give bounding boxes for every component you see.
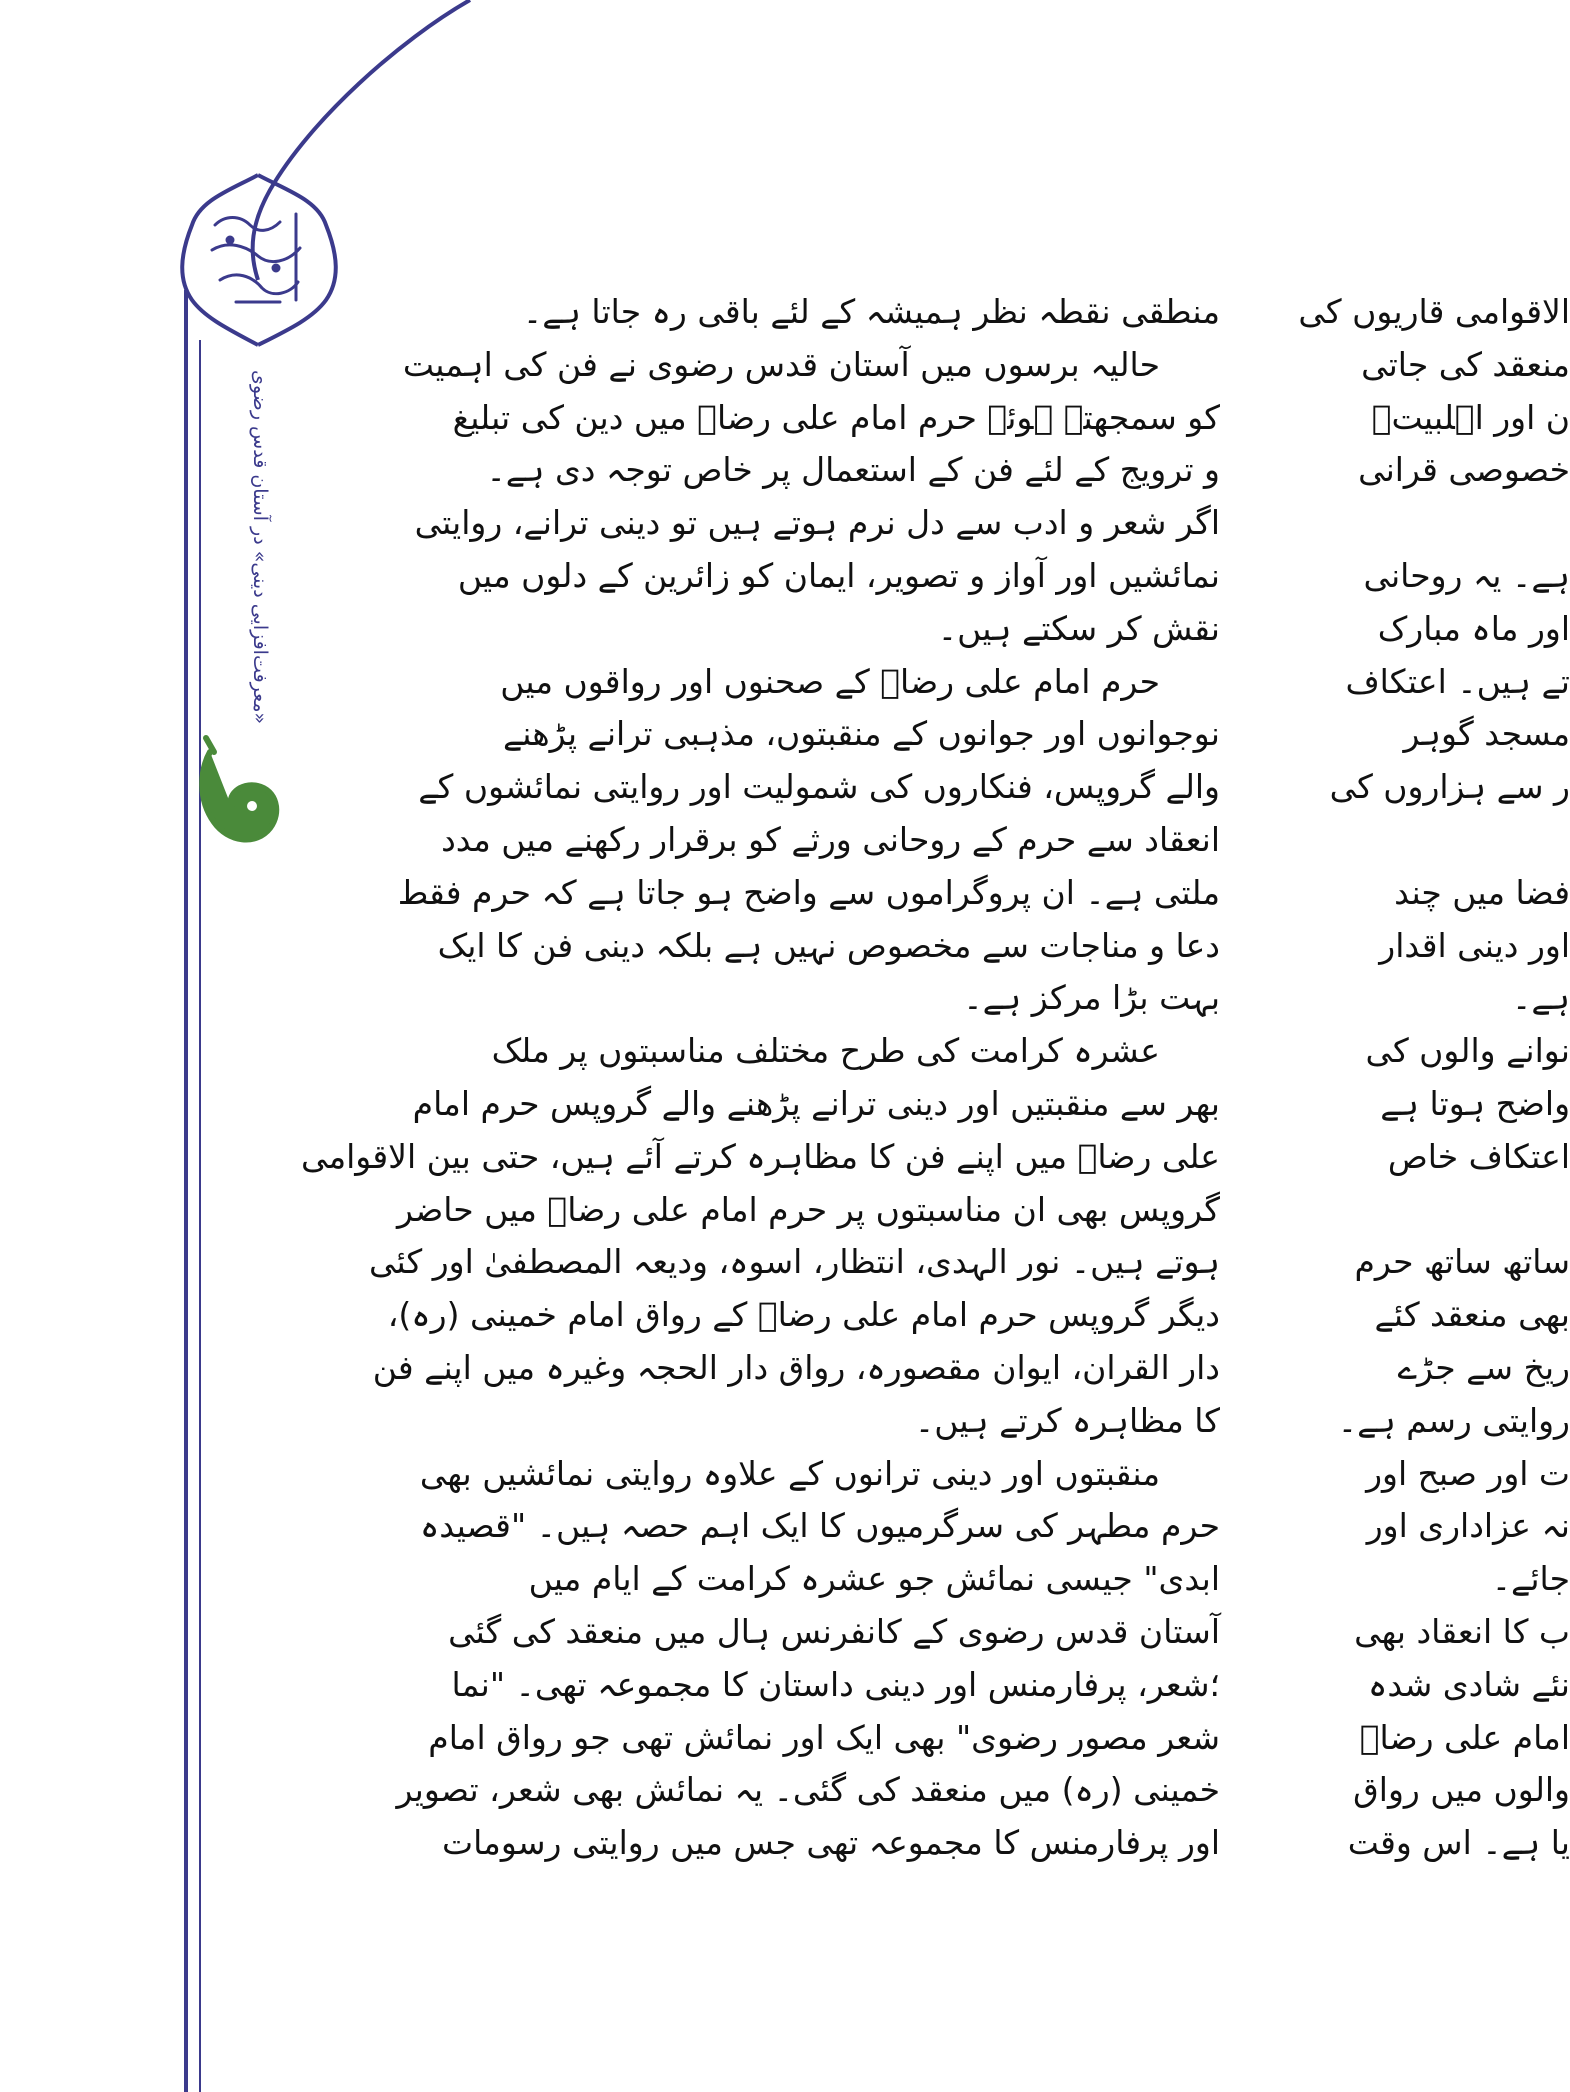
- text-line: واضح ہوتا ہے: [1380, 1083, 1570, 1123]
- arch-curve: [253, 0, 470, 280]
- text-line: آستان قدس رضوی کے کانفرنس ہال میں منعقد کی گئی: [448, 1611, 1220, 1651]
- sidebar-caption-text: «معرفت‌افزایی دینی» در آستان قدس رضوی: [249, 370, 271, 725]
- text-line: فضا میں چند: [1394, 872, 1570, 912]
- text-line: روایتی رسم ہے۔: [1337, 1400, 1570, 1440]
- text-line: حرم امام علی رضاؑ کے صحنوں اور رواقوں میں: [500, 661, 1160, 701]
- text-line: منعقد کی جاتی: [1361, 344, 1570, 384]
- text-line: دار القران، ایوان مقصورہ، رواق دار الحجہ وغیرہ میں اپنے فن: [372, 1347, 1220, 1387]
- text-line: بہت بڑا مرکز ہے۔: [963, 978, 1220, 1018]
- text-line: مسجد گوہر: [1403, 714, 1570, 754]
- text-line: تے ہیں۔ اعتکاف: [1345, 661, 1570, 701]
- text-line: [1270, 497, 1570, 550]
- text-line: نہ عزاداری اور: [1366, 1506, 1570, 1546]
- text-line: نمائشیں اور آواز و تصویر، ایمان کو زائرین کے دلوں میں: [457, 555, 1220, 595]
- text-line: گروپس بھی ان مناسبتوں پر حرم امام علی رضاؑ میں حاضر: [397, 1189, 1220, 1229]
- text-line: ہوتے ہیں۔ نور الہدی، انتظار، اسوہ، ودیعہ المصطفیٰ اور کئی: [369, 1242, 1220, 1282]
- text-line: انعقاد سے حرم کے روحانی ورثے کو برقرار رکھنے میں مدد: [441, 819, 1220, 859]
- text-line: اور پرفارمنس کا مجموعہ تھی جس میں روایتی رسومات: [442, 1823, 1220, 1863]
- text-line: علی رضاؑ میں اپنے فن کا مظاہرہ کرتے آئے ہیں، حتی بین الاقوامی: [300, 1136, 1220, 1176]
- sidebar-caption: [245, 370, 275, 770]
- text-line: منقبتوں اور دینی ترانوں کے علاوہ روایتی نمائشیں بھی: [419, 1453, 1160, 1493]
- text-line: ب کا انعقاد بھی: [1354, 1611, 1570, 1651]
- text-line: جائے۔: [1491, 1559, 1570, 1599]
- text-line: ہے۔ یہ روحانی: [1363, 555, 1570, 595]
- text-line: اعتکاف خاص: [1387, 1136, 1570, 1176]
- text-line: بھی منعقد کئے: [1374, 1295, 1570, 1335]
- text-line: الاقوامی قاریوں کی: [1298, 292, 1570, 331]
- text-line: و ترویج کے لئے فن کے استعمال پر خاص توجہ دی ہے۔: [486, 450, 1220, 490]
- right-text-column: [1270, 286, 1570, 2086]
- text-line: امام علی رضاؑ: [1359, 1717, 1570, 1757]
- text-line: ملتی ہے۔ ان پروگراموں سے واضح ہو جاتا ہے کہ حرم فقط: [397, 872, 1220, 912]
- emblem-frame: [182, 175, 258, 345]
- text-line: ابدی" جیسی نمائش جو عشرہ کرامت کے ایام میں: [528, 1559, 1220, 1599]
- text-line: حرم مطہر کی سرگرمیوں کا ایک اہم حصہ ہیں۔ "قصیدہ: [419, 1506, 1220, 1546]
- text-line: نوجوانوں اور جوانوں کے منقبتوں، مذہبی ترانے پڑھنے: [502, 714, 1220, 754]
- text-line: خصوصی قرانی: [1358, 450, 1570, 490]
- text-line: والے گروپس، فنکاروں کی شمولیت اور روایتی نمائشوں کے: [418, 767, 1220, 807]
- text-line: ؛شعر، پرفارمنس اور دینی داستان کا مجموعہ تھی۔ "نما: [451, 1664, 1220, 1704]
- text-line: دعا و مناجات سے مخصوص نہیں ہے بلکہ دینی فن کا ایک: [437, 925, 1220, 965]
- text-line: نوانے والوں کی: [1365, 1031, 1570, 1071]
- text-line: اور ماہ مبارک: [1377, 608, 1570, 648]
- text-line: کو سمجھتے ہوئے حرم امام علی رضاؑ میں دین کی تبلیغ: [452, 397, 1220, 437]
- text-line: اور دینی اقدار: [1379, 925, 1570, 965]
- text-line: یا ہے۔ اس وقت: [1347, 1823, 1570, 1863]
- text-line: اگر شعر و ادب سے دل نرم ہوتے ہیں تو دینی ترانے، روایتی: [414, 503, 1220, 543]
- text-line: دیگر گروپس حرم امام علی رضاؑ کے رواق امام خمینی (رہ)،: [387, 1295, 1220, 1335]
- text-line: [1270, 814, 1570, 867]
- text-line: نقش کر سکتے ہیں۔: [937, 608, 1220, 648]
- text-line: والوں میں رواق: [1353, 1770, 1570, 1810]
- text-line: شعر مصور رضوی" بھی ایک اور نمائش تھی جو رواق امام: [428, 1717, 1220, 1757]
- main-text-column: [300, 286, 1220, 2086]
- text-line: ن اور اہلبیتؑ: [1371, 397, 1570, 437]
- text-line: حالیہ برسوں میں آستان قدس رضوی نے فن کی اہمیت: [402, 344, 1160, 384]
- text-line: عشرہ کرامت کی طرح مختلف مناسبتوں پر ملک: [491, 1031, 1160, 1071]
- text-line: [1270, 1184, 1570, 1237]
- text-line: خمینی (رہ) میں منعقد کی گئی۔ یہ نمائش بھی شعر، تصویر: [396, 1770, 1220, 1810]
- text-line: ساتھ ساتھ حرم: [1354, 1242, 1570, 1282]
- text-line: ہے۔: [1511, 978, 1570, 1018]
- text-line: ت اور صبح اور: [1366, 1453, 1570, 1493]
- text-line: نئے شادی شدہ: [1368, 1664, 1570, 1704]
- text-line: منطقی نقطہ نظر ہمیشہ کے لئے باقی رہ جاتا ہے۔: [522, 292, 1220, 331]
- text-line: ر سے ہزاروں کی: [1329, 767, 1570, 807]
- text-line: کا مظاہرہ کرتے ہیں۔: [914, 1400, 1220, 1440]
- text-line: بھر سے منقبتیں اور دینی ترانے پڑھنے والے گروپس حرم امام: [412, 1083, 1220, 1123]
- text-line: ریخ سے جڑے: [1397, 1347, 1570, 1387]
